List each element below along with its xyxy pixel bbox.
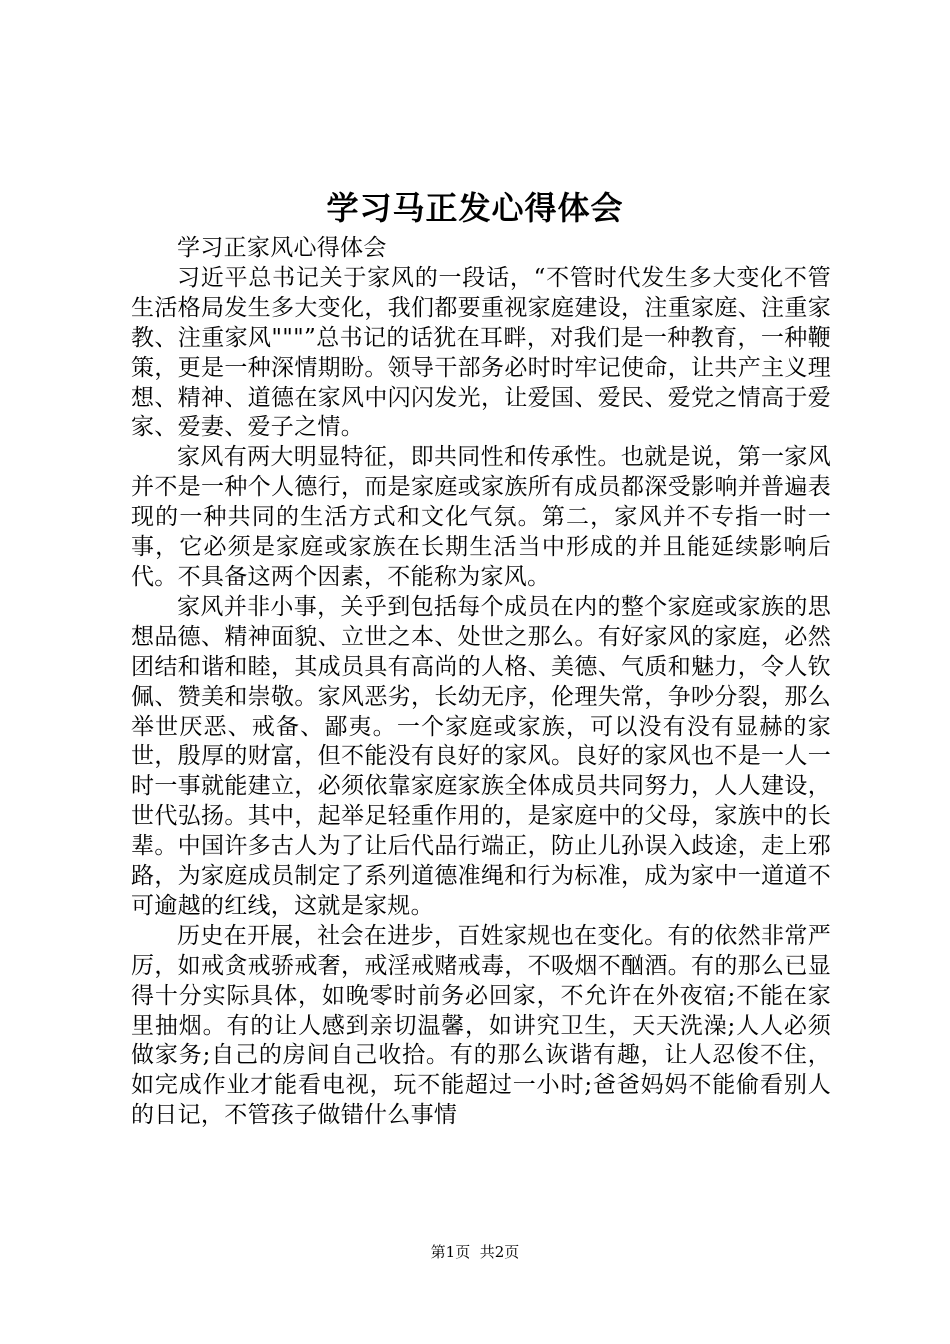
subtitle: 学习正家风心得体会 xyxy=(177,235,387,261)
page-total: 共2页 xyxy=(479,1243,520,1261)
paragraph: 家风有两大明显特征，即共同性和传承性。也就是说，第一家风并不是一种个人德行，而是家庭或家族所有成员都深受影响并普遍表现的一种共同的生活方式和文化气氛。第二，家风并不专指一时一事，它必须是家庭或家族在长期生活当中形成的并且能延续影响后代。不具备这两个因素，不能称为家风。 xyxy=(131,444,831,590)
paragraph: 历史在开展，社会在进步，百姓家规也在变化。有的依然非常严厉，如戒贪戒骄戒奢，戒淫戒赌戒毒，不吸烟不酗酒。有的那么已显得十分实际具体，如晚零时前务必回家，不允许在外夜宿;不能在家里抽烟。有的让人感到亲切温馨，如讲究卫生，天天洗澡;人人必须做家务;自己的房间自己收拾。有的那么诙谐有趣，让人忍俊不住，如完成作业才能看电视，玩不能超过一小时;爸爸妈妈不能偷看别人的日记，不管孩子做错什么事情 xyxy=(131,922,831,1129)
paragraph: 习近平总书记关于家风的一段话，“不管时代发生多大变化不管生活格局发生多大变化，我们都要重视家庭建设，注重家庭、注重家教、注重家风"""”总书记的话犹在耳畔，对我们是一种教育，一种鞭策，更是一种深情期盼。领导干部务必时时牢记使命，让共产主义理想、精神、道德在家风中闪闪发光，让爱国、爱民、爱党之情高于爱家、爱妻、爱子之情。 xyxy=(131,264,831,441)
page-number: 第1页 xyxy=(430,1243,471,1261)
document-title: 学习马正发心得体会 xyxy=(326,189,624,227)
footer-separator xyxy=(470,1243,480,1261)
page-footer xyxy=(0,1242,950,1262)
document-body xyxy=(131,234,831,1131)
paragraph: 家风并非小事，关乎到包括每个成员在内的整个家庭或家族的思想品德、精神面貌、立世之本、处世之那么。有好家风的家庭，必然团结和谐和睦，其成员具有高尚的人格、美德、气质和魅力，令人钦佩、赞美和崇敬。家风恶劣，长幼无序，伦理失常，争吵分裂，那么举世厌恶、戒备、鄙夷。一个家庭或家族，可以没有没有显赫的家世，殷厚的财富，但不能没有良好的家风。良好的家风也不是一人一时一事就能建立，必须依靠家庭家族全体成员共同努力，人人建设，世代弘扬。其中，起举足轻重作用的，是家庭中的父母，家族中的长辈。中国许多古人为了让后代品行端正，防止儿孙误入歧途，走上邪路，为家庭成员制定了系列道德准绳和行为标准，成为家中一道道不可逾越的红线，这就是家规。 xyxy=(131,593,831,919)
